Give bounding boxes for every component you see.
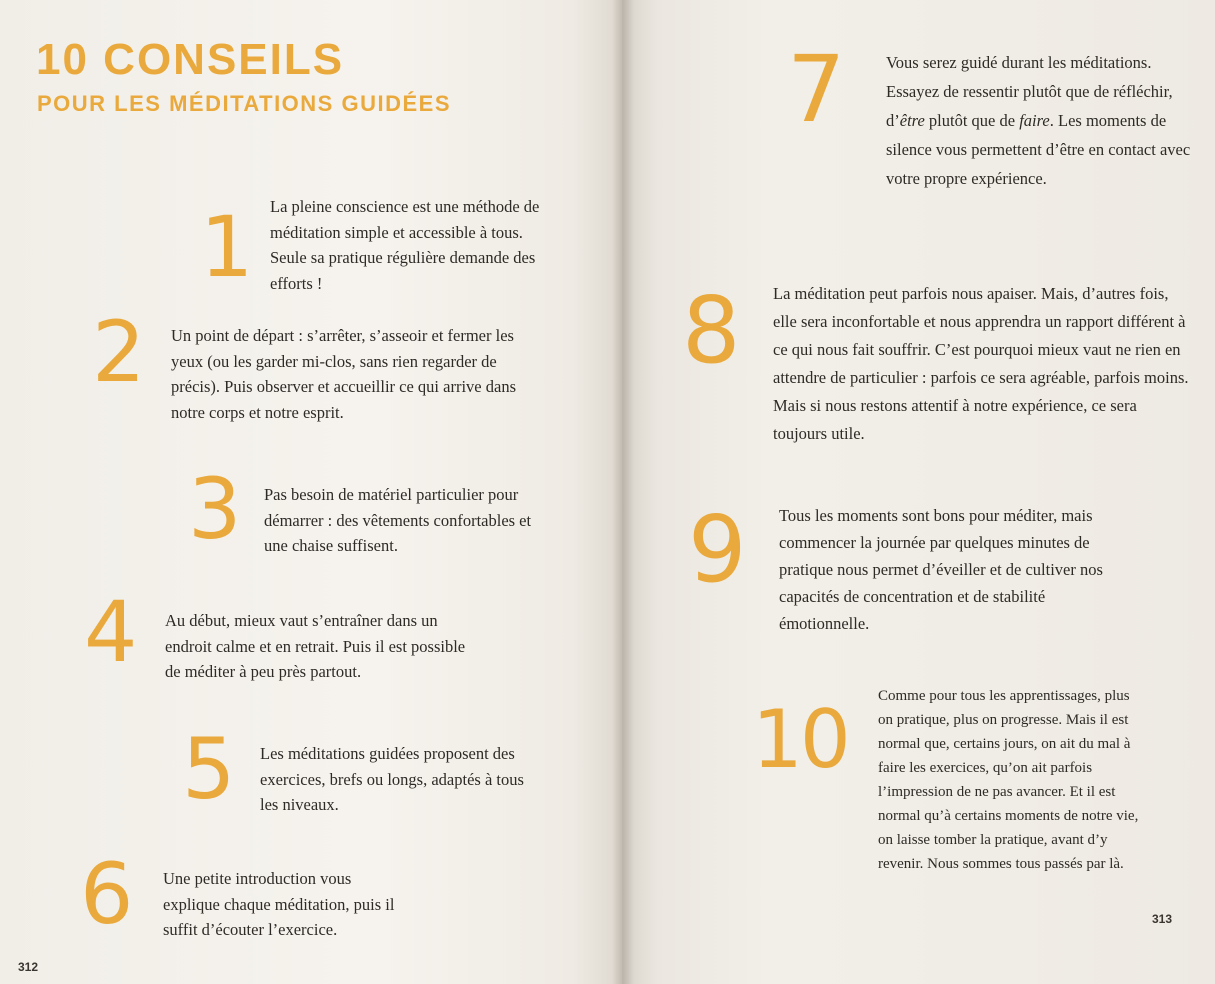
tip-number: 3 <box>188 460 242 558</box>
tip-text: Les méditations guidées proposent des exercices, brefs ou longs, adaptés à tous les niveaux. <box>260 744 524 814</box>
tip-text: La pleine conscience est une méthode de méditation simple et accessible à tous. Seule sa pratique régulière demande des efforts ! <box>270 197 540 293</box>
page-title: 10 CONSEILS <box>36 35 345 84</box>
page-number-right: 313 <box>1152 912 1173 926</box>
tip-number: 4 <box>84 583 138 681</box>
tip-text: La méditation peut parfois nous apaiser. Mais, d’autres fois, elle sera inconfortable et nous apprendra un rapport différent à ce qui nous fait souffrir. C’est pourquoi mieux vaut ne rien en attendre de particulier : parfois ce sera agréable, parfois moins. Mais si nous restons attentif à notre expérience, ce sera toujours utile. <box>773 284 1189 443</box>
tip-number: 9 <box>688 496 747 603</box>
tip-text: Comme pour tous les apprentissages, plus on pratique, plus on progresse. Mais il est normal que, certains jours, on ait du mal à faire les exercices, qu’on ait parfois l’impression de ne pas avancer. Et il est normal qu’à certains moments de notre vie, on laisse tomber la pratique, avant d’y revenir. Nous sommes tous passés par là. <box>878 688 1139 872</box>
tip-text: Une petite introduction vous explique chaque méditation, puis il suffit d’écouter l’exercice. <box>163 869 395 939</box>
page-number-left: 312 <box>18 960 39 974</box>
right-page <box>622 0 1215 984</box>
page-subtitle: POUR LES MÉDITATIONS GUIDÉES <box>37 91 451 116</box>
tip-text: Tous les moments sont bons pour méditer, mais commencer la journée par quelques minutes de pratique nous permet d’éveiller et de cultiver nos capacités de concentration et de stabilité émotionnelle. <box>779 506 1103 633</box>
tip-number: 6 <box>80 845 134 943</box>
tip-number: 7 <box>787 36 846 143</box>
tip-number: 1 <box>200 198 254 296</box>
tip-text: Vous serez guidé durant les méditations. Essayez de ressentir plutôt que de réfléchir, d’être plutôt que de faire. Les moments de silence vous permettent d’être en contact avec votre propre expérience. <box>886 53 1191 188</box>
tip-number: 2 <box>92 303 146 401</box>
tip-number: 5 <box>182 720 236 818</box>
tip-text: Un point de départ : s’arrêter, s’asseoir et fermer les yeux (ou les garder mi-clos, sans rien regarder de précis). Puis observer et accueillir ce qui arrive dans notre corps et notre esprit. <box>171 326 516 422</box>
tip-text: Pas besoin de matériel particulier pour démarrer : des vêtements confortables et une chaise suffisent. <box>264 485 532 555</box>
tip-number: 8 <box>682 277 741 384</box>
tip-text: Au début, mieux vaut s’entraîner dans un endroit calme et en retrait. Puis il est possible de méditer à peu près partout. <box>165 611 466 681</box>
tip-number: 10 <box>752 693 848 786</box>
book-gutter <box>612 0 634 984</box>
